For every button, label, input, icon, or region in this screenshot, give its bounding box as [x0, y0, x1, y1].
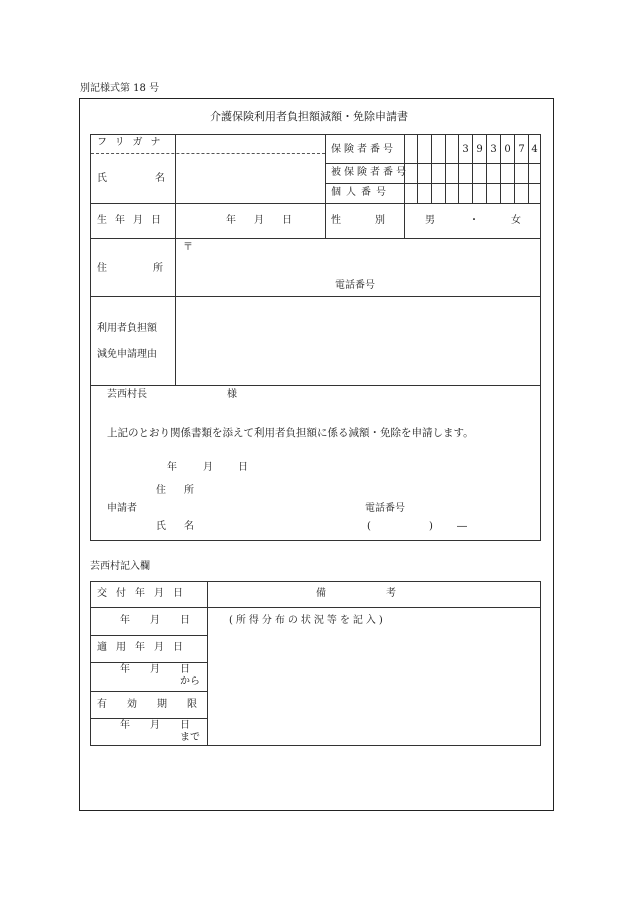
reason-label-line1: 利用者負担額: [97, 323, 157, 334]
declaration-month: 月: [203, 462, 213, 473]
applicant-name-label: 氏 名: [156, 521, 198, 532]
village-row-divider: [91, 635, 207, 636]
issue-date-label: 交付年月日: [97, 588, 192, 599]
village-header-divider: [91, 607, 541, 608]
applicant-label: 申請者: [107, 503, 137, 514]
valid-period-value: 年 月 日: [120, 720, 190, 731]
remarks-note: (所得分布の状況等を記入): [229, 615, 386, 626]
column-divider: [325, 134, 326, 238]
declaration-year: 年: [167, 462, 177, 473]
name-label-text: 氏名: [97, 173, 213, 184]
village-row-divider: [91, 662, 207, 663]
applicant-table: [90, 134, 541, 386]
remarks-header: 備 考: [316, 588, 396, 599]
digit-cell-divider: [431, 134, 432, 203]
phone-close-paren: ): [429, 521, 433, 532]
insurer-digit: 3: [490, 144, 497, 155]
insurer-digit: 4: [531, 144, 538, 155]
applicant-phone-label: 電話番号: [365, 503, 405, 514]
apply-date-from: から: [180, 676, 200, 687]
label-column-divider: [175, 134, 176, 386]
honorific: 様: [227, 389, 237, 400]
apply-date-value: 年 月 日: [120, 664, 190, 675]
phone-dash: ―: [457, 521, 467, 532]
postal-mark: 〒: [183, 242, 193, 253]
applicant-address-label: 住 所: [156, 485, 198, 496]
row-divider: [91, 238, 541, 239]
declaration-statement: 上記のとおり関係書類を添えて利用者負担額に係る減額・免除を申請します。: [107, 427, 474, 439]
sex-male-option[interactable]: 男: [425, 215, 435, 226]
addressee: 芸西村長: [107, 389, 147, 400]
village-row-divider: [91, 718, 207, 719]
row-divider: [91, 203, 541, 204]
insurer-number-label: 保険者番号: [331, 144, 396, 155]
reason-label-line2: 減免申請理由: [97, 349, 157, 360]
declaration-box: [90, 385, 541, 541]
address-phone-label: 電話番号: [335, 280, 375, 291]
row-divider: [325, 183, 541, 184]
furigana-label: フリガナ: [97, 137, 169, 148]
sex-female-option[interactable]: 女: [511, 215, 521, 226]
birthdate-value[interactable]: 年 月 日: [226, 215, 296, 226]
sex-label: 性 別: [331, 215, 397, 226]
phone-open-paren: (: [367, 521, 371, 532]
village-row-divider: [91, 691, 207, 692]
insurer-digit: 9: [476, 144, 483, 155]
column-divider: [404, 134, 405, 238]
valid-period-label: 有効期限: [97, 699, 217, 710]
issue-date-value: 年 月 日: [120, 615, 190, 626]
apply-date-label: 適用年月日: [97, 642, 192, 653]
form-number: 別記様式第 18 号: [80, 83, 160, 94]
sex-separator: ・: [469, 215, 479, 226]
digit-cell-divider: [417, 134, 418, 203]
insurer-digit: 0: [504, 144, 511, 155]
valid-period-until: まで: [180, 732, 200, 743]
address-label: 住 所: [97, 263, 181, 274]
furigana-divider: [91, 153, 325, 154]
insurer-digit: 7: [518, 144, 525, 155]
birthdate-label: 生年月日: [97, 215, 169, 226]
form-title: 介護保険利用者負担額減額・免除申請書: [210, 110, 408, 123]
village-section-heading: 芸西村記入欄: [90, 561, 150, 572]
name-label: [97, 173, 213, 184]
row-divider: [91, 296, 541, 297]
personal-number-label: 個人番号: [331, 187, 391, 198]
village-column-divider: [207, 581, 208, 746]
insured-number-label: 被保険者番号: [331, 167, 409, 178]
digit-cell-divider: [445, 134, 446, 203]
insurer-digit: 3: [462, 144, 469, 155]
row-divider: [325, 163, 541, 164]
declaration-day: 日: [238, 462, 248, 473]
